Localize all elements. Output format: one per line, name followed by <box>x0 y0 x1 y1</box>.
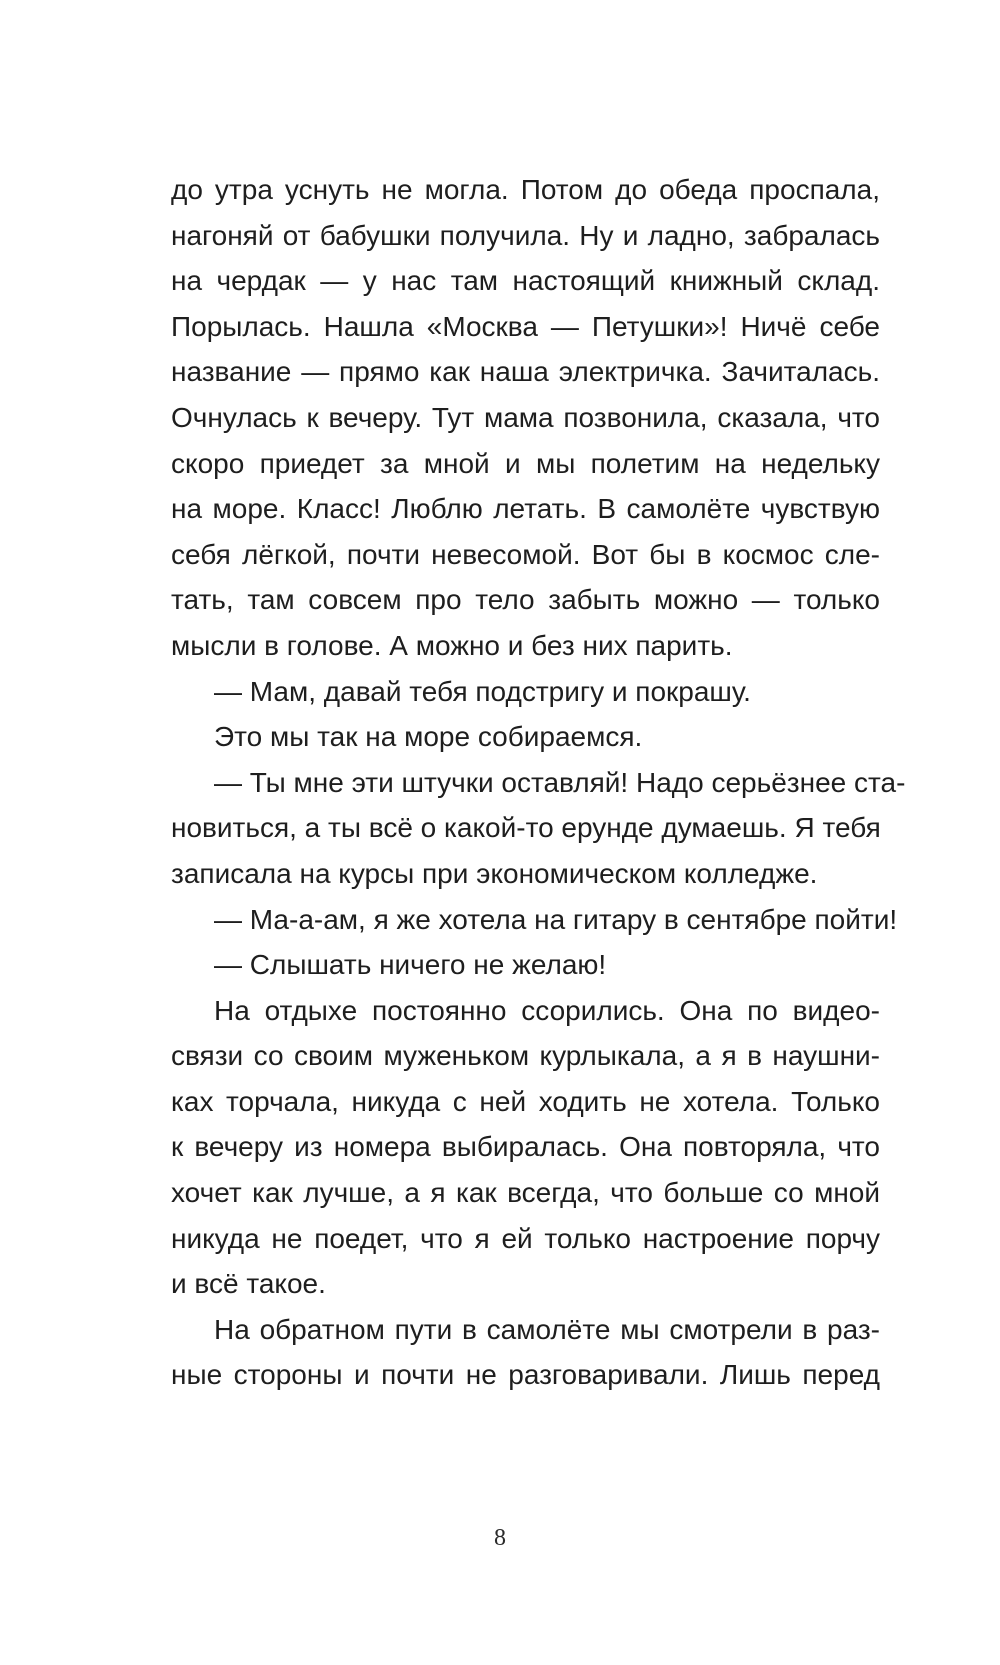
text-line: нагоняй от бабушки получила. Ну и ладно, забралась <box>171 219 880 251</box>
text-line: и всё такое. <box>171 1268 326 1300</box>
text-line: Это мы так на море собираемся. <box>214 721 643 753</box>
dialogue-line: — Мам, давай тебя подстригу и покрашу. <box>214 675 751 707</box>
text-line: ках торчала, никуда с ней ходить не хотела. Только <box>171 1085 880 1117</box>
dialogue-line: — Ты мне эти штучки оставляй! Надо серьёзнее ста- <box>214 766 906 798</box>
text-line: Очнулась к вечеру. Тут мама позвонила, сказала, что <box>171 401 880 433</box>
page-body-text <box>171 167 906 1398</box>
text-line: себя лёгкой, почти невесомой. Вот бы в космос сле- <box>171 538 880 570</box>
text-line: На обратном пути в самолёте мы смотрели в раз- <box>214 1313 880 1345</box>
text-line: На отдыхе постоянно ссорились. Она по видео- <box>214 994 880 1026</box>
text-line: записала на курсы при экономическом колледже. <box>171 857 818 889</box>
dialogue-line: — Ма-а-ам, я же хотела на гитару в сентябре пойти! <box>214 903 898 935</box>
page-number: 8 <box>494 1525 506 1551</box>
text-line: до утра уснуть не могла. Потом до обеда проспала, <box>171 174 880 205</box>
text-line: скоро приедет за мной и мы полетим на недельку <box>171 447 880 479</box>
dialogue-line: — Слышать ничего не желаю! <box>214 949 607 981</box>
text-line: к вечеру из номера выбиралась. Она повторяла, что <box>171 1131 880 1163</box>
text-line: тать, там совсем про тело забыть можно — только <box>171 584 880 616</box>
text-line: связи со своим муженьком курлыкала, а я в наушни- <box>171 1040 880 1072</box>
text-line: хочет как лучше, а я как всегда, что больше со мной <box>171 1177 880 1209</box>
text-line: ные стороны и почти не разговаривали. Лишь перед <box>171 1359 880 1391</box>
text-line: на море. Класс! Люблю летать. В самолёте чувствую <box>171 493 880 525</box>
text-line: Порылась. Нашла «Москва — Петушки»! Ничё себе <box>171 310 880 342</box>
text-line: новиться, а ты всё о какой-то ерунде думаешь. Я тебя <box>171 812 881 844</box>
text-line: на чердак — у нас там настоящий книжный склад. <box>171 265 880 297</box>
text-line: мысли в голове. А можно и без них парить. <box>171 629 733 661</box>
text-line: никуда не поедет, что я ей только настроение порчу <box>171 1222 880 1254</box>
text-line: название — прямо как наша электричка. Зачиталась. <box>171 356 880 388</box>
